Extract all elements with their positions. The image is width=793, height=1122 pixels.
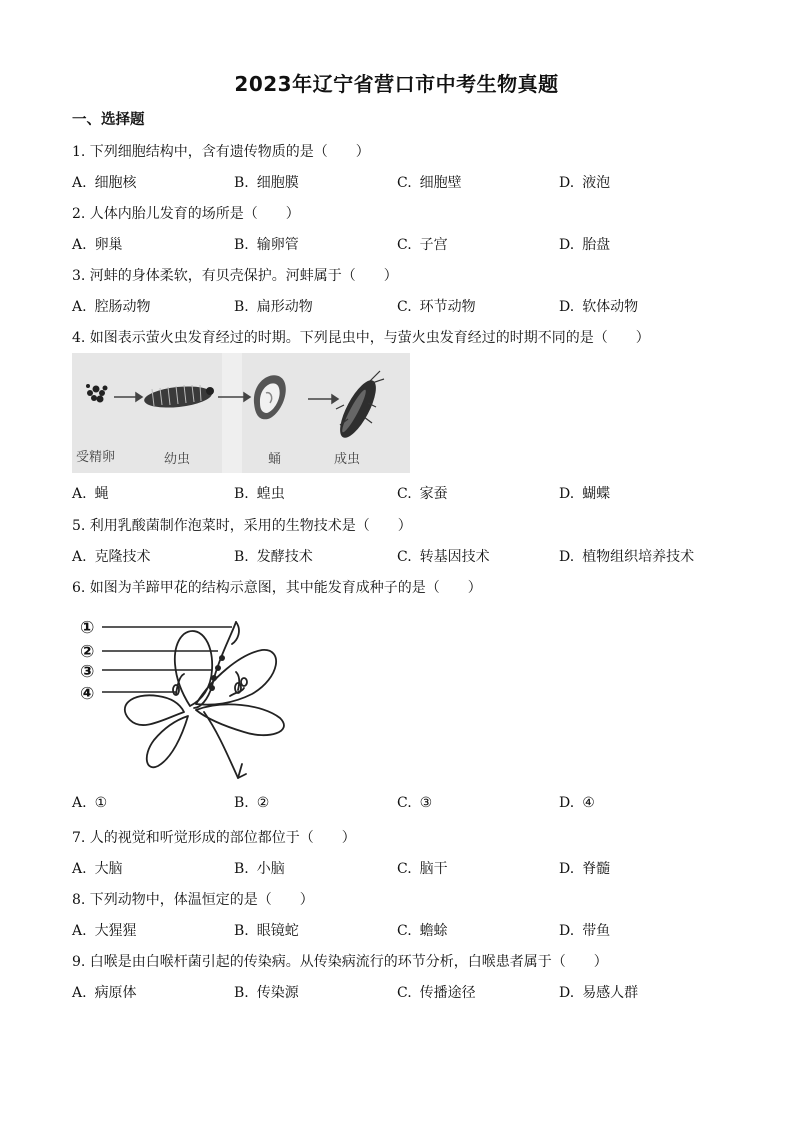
section-heading: 一、选择题 [72, 112, 145, 128]
marker-3: ③ [80, 662, 95, 682]
option-b[interactable]: B. 传染源 [234, 985, 299, 1001]
question-4-stem: 4. 如图表示萤火虫发育经过的时期。下列昆虫中，与萤火虫发育经过的时期不同的是（ ） [72, 330, 650, 346]
question-3-options [72, 296, 732, 318]
option-a[interactable]: A. 病原体 [72, 985, 137, 1001]
question-2-stem: 2. 人体内胎儿发育的场所是（ ） [72, 206, 300, 222]
option-b[interactable]: B. 眼镜蛇 [234, 923, 299, 939]
option-a[interactable]: A. 腔肠动物 [72, 299, 151, 315]
marker-1: ① [80, 618, 95, 638]
option-d[interactable]: D. 蝴蝶 [559, 486, 611, 502]
option-a[interactable]: A. 克隆技术 [72, 549, 151, 565]
option-c[interactable]: C. 环节动物 [397, 299, 476, 315]
option-b[interactable]: B. ② [234, 795, 270, 811]
pistil-shape [194, 622, 236, 708]
question-1-options [72, 172, 732, 194]
petal-shape [125, 695, 184, 725]
question-9-options [72, 982, 732, 1004]
question-4-options [72, 483, 732, 505]
question-5-stem: 5. 利用乳酸菌制作泡菜时，采用的生物技术是（ ） [72, 518, 412, 534]
option-a[interactable]: A. ① [72, 795, 108, 811]
option-d[interactable]: D. 易感人群 [559, 985, 639, 1001]
option-b[interactable]: B. 蝗虫 [234, 486, 285, 502]
page-title: 2023年辽宁省营口市中考生物真题 [234, 72, 559, 96]
flower-structure-figure [72, 608, 312, 783]
question-6-stem: 6. 如图为羊蹄甲花的结构示意图，其中能发育成种子的是（ ） [72, 580, 482, 596]
option-c[interactable]: C. 脑干 [397, 861, 448, 877]
option-a[interactable]: A. 卵巢 [72, 237, 123, 253]
stage-label-egg: 受精卵 [76, 450, 116, 465]
option-c[interactable]: C. 家蚕 [397, 486, 448, 502]
marker-2: ② [80, 642, 95, 662]
option-d[interactable]: D. 脊髓 [559, 861, 611, 877]
question-9-stem: 9. 白喉是由白喉杆菌引起的传染病。从传染病流行的环节分析，白喉患者属于（ ） [72, 954, 608, 970]
option-b[interactable]: B. 输卵管 [234, 237, 299, 253]
firefly-development-figure [72, 353, 410, 473]
option-b[interactable]: B. 发酵技术 [234, 549, 313, 565]
option-a[interactable]: A. 蝇 [72, 486, 109, 502]
option-a[interactable]: A. 大猩猩 [72, 923, 137, 939]
question-8-options [72, 920, 732, 942]
option-c[interactable]: C. 传播途径 [397, 985, 476, 1001]
option-d[interactable]: D. 液泡 [559, 175, 611, 191]
option-a[interactable]: A. 大脑 [72, 861, 123, 877]
stage-label-larva: 幼虫 [164, 452, 191, 467]
option-d[interactable]: D. ④ [559, 795, 595, 811]
stage-label-pupa: 蛹 [268, 452, 282, 467]
question-6-options [72, 795, 732, 817]
option-d[interactable]: D. 带鱼 [559, 923, 611, 939]
question-1-stem: 1. 下列细胞结构中，含有遗传物质的是（ ） [72, 144, 370, 160]
option-a[interactable]: A. 细胞核 [72, 175, 137, 191]
petal-shape [175, 631, 212, 706]
option-d[interactable]: D. 软体动物 [559, 299, 639, 315]
option-d[interactable]: D. 植物组织培养技术 [559, 549, 695, 565]
question-5-options [72, 546, 732, 568]
question-7-options [72, 858, 732, 880]
option-c[interactable]: C. 子宫 [397, 237, 448, 253]
option-b[interactable]: B. 细胞膜 [234, 175, 299, 191]
option-c[interactable]: C. 转基因技术 [397, 549, 490, 565]
question-7-stem: 7. 人的视觉和听觉形成的部位都位于（ ） [72, 830, 356, 846]
question-8-stem: 8. 下列动物中，体温恒定的是（ ） [72, 892, 314, 908]
option-b[interactable]: B. 扁形动物 [234, 299, 313, 315]
question-2-options [72, 234, 732, 256]
stage-label-adult: 成虫 [334, 452, 361, 467]
option-b[interactable]: B. 小脑 [234, 861, 285, 877]
option-d[interactable]: D. 胎盘 [559, 237, 611, 253]
marker-4: ④ [80, 684, 95, 704]
option-c[interactable]: C. ③ [397, 795, 433, 811]
option-c[interactable]: C. 蟾蜍 [397, 923, 448, 939]
option-c[interactable]: C. 细胞壁 [397, 175, 462, 191]
question-3-stem: 3. 河蚌的身体柔软，有贝壳保护。河蚌属于（ ） [72, 268, 398, 284]
